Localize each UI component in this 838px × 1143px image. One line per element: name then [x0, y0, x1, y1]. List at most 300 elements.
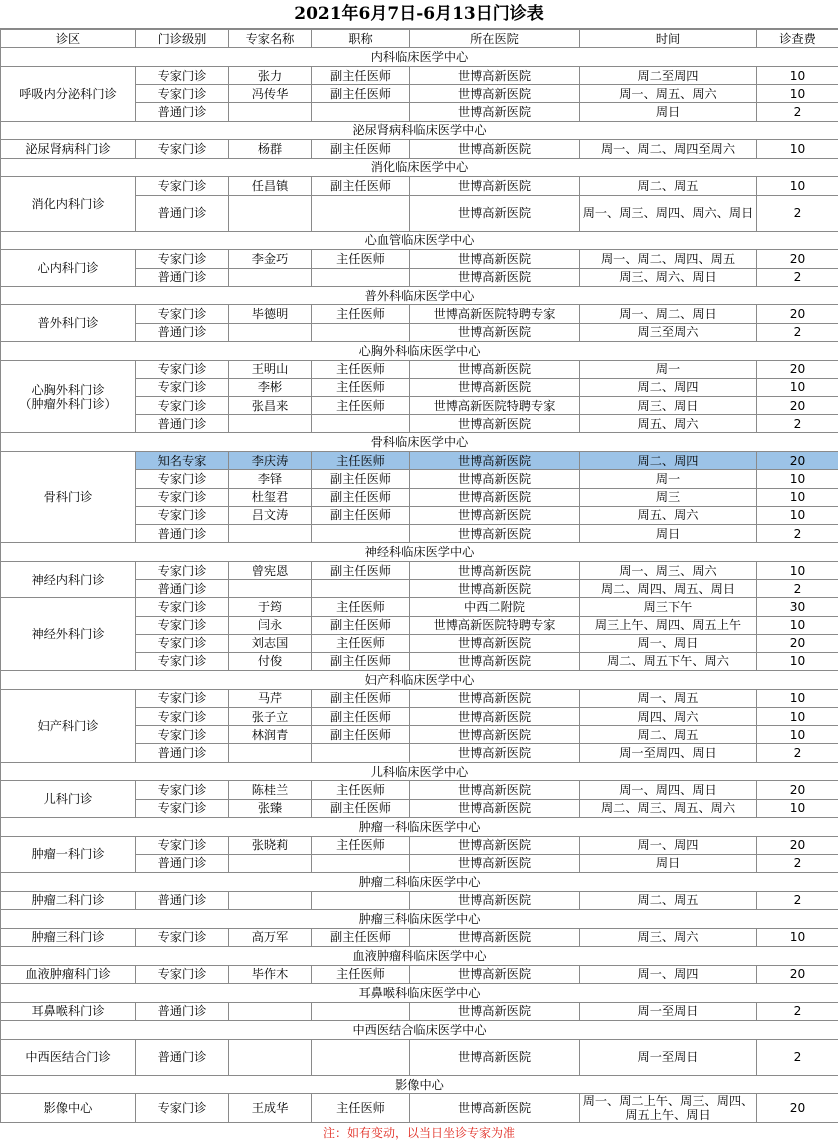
- hospital: 世博高新医院: [410, 524, 580, 542]
- clinic-level: 专家门诊: [136, 928, 229, 946]
- hospital: 世博高新医院: [410, 103, 580, 121]
- hospital: 世博高新医院: [410, 561, 580, 579]
- schedule-time: 周三、周六: [580, 928, 757, 946]
- fee: 20: [757, 634, 838, 652]
- schedule-time: 周二、周四: [580, 452, 757, 470]
- schedule-time: 周日: [580, 854, 757, 872]
- schedule-time: 周一至周四、周日: [580, 744, 757, 762]
- section-row: [1, 909, 838, 928]
- clinic-level: 普通门诊: [136, 524, 229, 542]
- expert-name: 马芹: [229, 689, 312, 707]
- schedule-time: 周三: [580, 488, 757, 506]
- expert-name: 张臻: [229, 799, 312, 817]
- schedule-time: 周一、周三、周六: [580, 561, 757, 579]
- hospital: 世博高新医院: [410, 836, 580, 854]
- expert-name: 刘志国: [229, 634, 312, 652]
- clinic-zone: 骨科门诊: [1, 452, 136, 543]
- expert-title: [312, 323, 410, 341]
- fee: 20: [757, 397, 838, 415]
- table-row: [1, 598, 838, 616]
- schedule-time: 周日: [580, 524, 757, 542]
- expert-title: 副主任医师: [312, 616, 410, 634]
- col-header-time: 时间: [580, 30, 757, 48]
- table-row: [1, 452, 838, 470]
- section-title: 影像中心: [1, 1075, 838, 1094]
- expert-name: [229, 744, 312, 762]
- schedule-time: 周一、周四: [580, 836, 757, 854]
- schedule-time: 周三、周日: [580, 397, 757, 415]
- fee: 10: [757, 652, 838, 670]
- section-row: [1, 762, 838, 781]
- clinic-level: 专家门诊: [136, 781, 229, 799]
- col-header-hospital: 所在医院: [410, 30, 580, 48]
- schedule-time: 周二至周四: [580, 66, 757, 84]
- table-row: [1, 360, 838, 378]
- expert-name: [229, 1002, 312, 1020]
- schedule-time: 周一、周二、周四、周五: [580, 250, 757, 268]
- section-row: [1, 872, 838, 891]
- expert-name: 曾宪恩: [229, 561, 312, 579]
- clinic-level: 普通门诊: [136, 1039, 229, 1075]
- hospital: 世博高新医院: [410, 689, 580, 707]
- expert-title: 副主任医师: [312, 689, 410, 707]
- clinic-level: 专家门诊: [136, 85, 229, 103]
- clinic-zone: 心胸外科门诊 （肿瘤外科门诊）: [1, 360, 136, 433]
- expert-name: 李彬: [229, 378, 312, 396]
- section-title: 普外科临床医学中心: [1, 286, 838, 305]
- section-row: [1, 817, 838, 836]
- expert-name: [229, 268, 312, 286]
- hospital: 世博高新医院: [410, 506, 580, 524]
- clinic-level: 专家门诊: [136, 177, 229, 195]
- schedule-time: 周一: [580, 360, 757, 378]
- section-title: 肿瘤三科临床医学中心: [1, 909, 838, 928]
- schedule-time: 周二、周五: [580, 726, 757, 744]
- schedule-time: 周二、周四: [580, 378, 757, 396]
- schedule-time: 周三下午: [580, 598, 757, 616]
- schedule-time: 周一至周日: [580, 1039, 757, 1075]
- fee: 10: [757, 506, 838, 524]
- expert-title: [312, 580, 410, 598]
- clinic-level: 知名专家: [136, 452, 229, 470]
- expert-title: [312, 524, 410, 542]
- clinic-level: 专家门诊: [136, 66, 229, 84]
- table-row: [1, 836, 838, 854]
- hospital: 世博高新医院: [410, 85, 580, 103]
- expert-title: 副主任医师: [312, 488, 410, 506]
- expert-title: 副主任医师: [312, 726, 410, 744]
- clinic-level: 专家门诊: [136, 378, 229, 396]
- expert-name: 冯传华: [229, 85, 312, 103]
- fee: 30: [757, 598, 838, 616]
- hospital: 世博高新医院: [410, 360, 580, 378]
- expert-title: 副主任医师: [312, 470, 410, 488]
- expert-name: 于筠: [229, 598, 312, 616]
- fee: 10: [757, 488, 838, 506]
- expert-name: 吕文涛: [229, 506, 312, 524]
- fee: 2: [757, 891, 838, 909]
- hospital: 世博高新医院: [410, 744, 580, 762]
- schedule-time: 周四、周六: [580, 708, 757, 726]
- clinic-level: 普通门诊: [136, 854, 229, 872]
- col-header-fee: 诊查费: [757, 30, 838, 48]
- section-title: 心胸外科临床医学中心: [1, 341, 838, 360]
- expert-title: [312, 195, 410, 231]
- expert-title: 主任医师: [312, 452, 410, 470]
- schedule-time: 周日: [580, 103, 757, 121]
- fee: 20: [757, 836, 838, 854]
- fee: 10: [757, 177, 838, 195]
- hospital: 世博高新医院: [410, 1094, 580, 1123]
- clinic-level: 普通门诊: [136, 323, 229, 341]
- section-row: [1, 341, 838, 360]
- expert-name: 张晓莉: [229, 836, 312, 854]
- clinic-zone: 耳鼻喉科门诊: [1, 1002, 136, 1020]
- section-row: [1, 1075, 838, 1094]
- section-title: 血液肿瘤科临床医学中心: [1, 946, 838, 965]
- fee: 2: [757, 195, 838, 231]
- expert-title: 副主任医师: [312, 140, 410, 158]
- hospital: 世博高新医院: [410, 470, 580, 488]
- clinic-level: 普通门诊: [136, 1002, 229, 1020]
- table-row: [1, 140, 838, 158]
- expert-name: 毕德明: [229, 305, 312, 323]
- expert-title: [312, 103, 410, 121]
- clinic-level: 普通门诊: [136, 268, 229, 286]
- section-title: 消化临床医学中心: [1, 158, 838, 177]
- expert-title: 主任医师: [312, 836, 410, 854]
- hospital: 世博高新医院: [410, 250, 580, 268]
- section-title: 心血管临床医学中心: [1, 231, 838, 250]
- schedule-time: 周三至周六: [580, 323, 757, 341]
- clinic-zone: 血液肿瘤科门诊: [1, 965, 136, 983]
- fee: 20: [757, 360, 838, 378]
- col-header-level: 门诊级别: [136, 30, 229, 48]
- fee: 10: [757, 66, 838, 84]
- expert-title: 主任医师: [312, 250, 410, 268]
- hospital: 世博高新医院: [410, 140, 580, 158]
- table-row: [1, 928, 838, 946]
- fee: 10: [757, 561, 838, 579]
- expert-title: 主任医师: [312, 360, 410, 378]
- expert-title: 副主任医师: [312, 177, 410, 195]
- table-row: [1, 965, 838, 983]
- expert-name: 李铎: [229, 470, 312, 488]
- section-title: 中西医结合临床医学中心: [1, 1020, 838, 1039]
- fee: 20: [757, 452, 838, 470]
- hospital: 世博高新医院: [410, 323, 580, 341]
- fee: 20: [757, 781, 838, 799]
- expert-title: 副主任医师: [312, 799, 410, 817]
- table-row: [1, 1002, 838, 1020]
- section-row: [1, 121, 838, 140]
- expert-name: [229, 891, 312, 909]
- clinic-zone: 儿科门诊: [1, 781, 136, 817]
- clinic-zone: 普外科门诊: [1, 305, 136, 341]
- hospital: 世博高新医院: [410, 854, 580, 872]
- fee: 10: [757, 85, 838, 103]
- hospital: 世博高新医院: [410, 1002, 580, 1020]
- expert-name: 付俊: [229, 652, 312, 670]
- expert-name: 闫永: [229, 616, 312, 634]
- table-row: [1, 891, 838, 909]
- expert-name: 陈桂兰: [229, 781, 312, 799]
- section-row: [1, 286, 838, 305]
- schedule-time: 周一、周二上午、周三、周四、周五上午、周日: [580, 1094, 757, 1123]
- clinic-zone: 心内科门诊: [1, 250, 136, 286]
- hospital: 世博高新医院: [410, 965, 580, 983]
- clinic-level: 专家门诊: [136, 397, 229, 415]
- clinic-schedule-table: [0, 29, 838, 1123]
- header-row: [1, 30, 838, 48]
- hospital: 世博高新医院: [410, 708, 580, 726]
- expert-name: [229, 195, 312, 231]
- fee: 20: [757, 965, 838, 983]
- clinic-level: 专家门诊: [136, 726, 229, 744]
- expert-title: 主任医师: [312, 598, 410, 616]
- clinic-level: 普通门诊: [136, 744, 229, 762]
- table-row: [1, 689, 838, 707]
- clinic-level: 专家门诊: [136, 360, 229, 378]
- hospital: 世博高新医院: [410, 268, 580, 286]
- fee: 10: [757, 140, 838, 158]
- fee: 20: [757, 305, 838, 323]
- col-header-zone: 诊区: [1, 30, 136, 48]
- expert-title: [312, 1039, 410, 1075]
- fee: 10: [757, 726, 838, 744]
- hospital: 世博高新医院特聘专家: [410, 305, 580, 323]
- clinic-zone: 神经内科门诊: [1, 561, 136, 597]
- expert-name: 任昌镇: [229, 177, 312, 195]
- page-title: 2021年6月7日-6月13日门诊表: [0, 0, 838, 29]
- expert-name: 毕作木: [229, 965, 312, 983]
- clinic-zone: 肿瘤三科门诊: [1, 928, 136, 946]
- expert-title: [312, 268, 410, 286]
- schedule-time: 周二、周五: [580, 891, 757, 909]
- fee: 2: [757, 744, 838, 762]
- expert-name: 王成华: [229, 1094, 312, 1123]
- expert-name: [229, 854, 312, 872]
- fee: 2: [757, 323, 838, 341]
- clinic-zone: 泌尿肾病科门诊: [1, 140, 136, 158]
- footer-note: 注：如有变动，以当日坐诊专家为准: [0, 1123, 838, 1143]
- table-row: [1, 177, 838, 195]
- hospital: 世博高新医院: [410, 799, 580, 817]
- clinic-zone: 肿瘤一科门诊: [1, 836, 136, 872]
- hospital: 世博高新医院: [410, 452, 580, 470]
- schedule-time: 周五、周六: [580, 506, 757, 524]
- table-row: [1, 66, 838, 84]
- col-header-title: 职称: [312, 30, 410, 48]
- fee: 2: [757, 268, 838, 286]
- clinic-zone: 妇产科门诊: [1, 689, 136, 762]
- clinic-level: 专家门诊: [136, 598, 229, 616]
- table-row: [1, 781, 838, 799]
- expert-name: 张力: [229, 66, 312, 84]
- schedule-time: 周一、周二、周四至周六: [580, 140, 757, 158]
- schedule-time: 周二、周五下午、周六: [580, 652, 757, 670]
- section-title: 神经科临床医学中心: [1, 543, 838, 562]
- expert-name: 杨群: [229, 140, 312, 158]
- schedule-time: 周一、周三、周四、周六、周日: [580, 195, 757, 231]
- clinic-level: 专家门诊: [136, 488, 229, 506]
- expert-name: [229, 580, 312, 598]
- schedule-time: 周五、周六: [580, 415, 757, 433]
- expert-title: 副主任医师: [312, 708, 410, 726]
- hospital: 世博高新医院: [410, 378, 580, 396]
- section-title: 肿瘤一科临床医学中心: [1, 817, 838, 836]
- fee: 2: [757, 415, 838, 433]
- expert-title: 主任医师: [312, 965, 410, 983]
- expert-title: 副主任医师: [312, 506, 410, 524]
- schedule-time: 周一、周五: [580, 689, 757, 707]
- clinic-zone: 中西医结合门诊: [1, 1039, 136, 1075]
- expert-title: 副主任医师: [312, 561, 410, 579]
- hospital: 世博高新医院: [410, 1039, 580, 1075]
- table-row: [1, 250, 838, 268]
- expert-name: 李庆涛: [229, 452, 312, 470]
- expert-title: [312, 1002, 410, 1020]
- expert-name: [229, 524, 312, 542]
- table-row: [1, 1094, 838, 1123]
- section-row: [1, 158, 838, 177]
- hospital: 世博高新医院: [410, 177, 580, 195]
- section-title: 肿瘤二科临床医学中心: [1, 872, 838, 891]
- fee: 2: [757, 1039, 838, 1075]
- clinic-level: 专家门诊: [136, 140, 229, 158]
- col-header-expert: 专家名称: [229, 30, 312, 48]
- section-row: [1, 48, 838, 67]
- expert-title: 副主任医师: [312, 652, 410, 670]
- section-row: [1, 671, 838, 690]
- expert-title: [312, 415, 410, 433]
- schedule-time: 周二、周三、周五、周六: [580, 799, 757, 817]
- fee: 2: [757, 580, 838, 598]
- section-title: 泌尿肾病科临床医学中心: [1, 121, 838, 140]
- expert-name: 王明山: [229, 360, 312, 378]
- expert-title: 副主任医师: [312, 928, 410, 946]
- table-row: [1, 561, 838, 579]
- expert-name: 高万军: [229, 928, 312, 946]
- hospital: 世博高新医院: [410, 195, 580, 231]
- expert-title: 副主任医师: [312, 66, 410, 84]
- hospital: 世博高新医院特聘专家: [410, 616, 580, 634]
- schedule-time: 周二、周四、周五、周日: [580, 580, 757, 598]
- schedule-time: 周一、周四: [580, 965, 757, 983]
- schedule-time: 周一: [580, 470, 757, 488]
- schedule-time: 周一、周二、周日: [580, 305, 757, 323]
- fee: 2: [757, 103, 838, 121]
- expert-title: 主任医师: [312, 305, 410, 323]
- clinic-level: 专家门诊: [136, 250, 229, 268]
- fee: 10: [757, 689, 838, 707]
- fee: 2: [757, 854, 838, 872]
- expert-name: 杜玺君: [229, 488, 312, 506]
- fee: 2: [757, 1002, 838, 1020]
- expert-name: [229, 415, 312, 433]
- schedule-time: 周一、周日: [580, 634, 757, 652]
- clinic-level: 专家门诊: [136, 470, 229, 488]
- hospital: 世博高新医院: [410, 781, 580, 799]
- clinic-level: 专家门诊: [136, 1094, 229, 1123]
- fee: 20: [757, 1094, 838, 1123]
- expert-title: [312, 891, 410, 909]
- clinic-level: 专家门诊: [136, 305, 229, 323]
- section-row: [1, 543, 838, 562]
- clinic-level: 普通门诊: [136, 103, 229, 121]
- hospital: 世博高新医院: [410, 415, 580, 433]
- expert-title: [312, 744, 410, 762]
- schedule-time: 周一至周日: [580, 1002, 757, 1020]
- expert-name: [229, 1039, 312, 1075]
- schedule-time: 周三上午、周四、周五上午: [580, 616, 757, 634]
- hospital: 世博高新医院: [410, 652, 580, 670]
- schedule-time: 周三、周六、周日: [580, 268, 757, 286]
- clinic-level: 专家门诊: [136, 616, 229, 634]
- clinic-level: 专家门诊: [136, 506, 229, 524]
- hospital: 世博高新医院: [410, 580, 580, 598]
- table-row: [1, 1039, 838, 1075]
- expert-name: 林润青: [229, 726, 312, 744]
- clinic-zone: 消化内科门诊: [1, 177, 136, 231]
- fee: 10: [757, 616, 838, 634]
- expert-name: 张子立: [229, 708, 312, 726]
- expert-title: [312, 854, 410, 872]
- section-row: [1, 433, 838, 452]
- clinic-level: 专家门诊: [136, 836, 229, 854]
- expert-title: 主任医师: [312, 397, 410, 415]
- expert-title: 主任医师: [312, 781, 410, 799]
- schedule-body: [1, 48, 838, 1123]
- expert-name: [229, 103, 312, 121]
- hospital: 中西二附院: [410, 598, 580, 616]
- hospital: 世博高新医院: [410, 66, 580, 84]
- fee: 10: [757, 378, 838, 396]
- clinic-level: 专家门诊: [136, 708, 229, 726]
- expert-title: 主任医师: [312, 1094, 410, 1123]
- hospital: 世博高新医院: [410, 726, 580, 744]
- expert-title: 主任医师: [312, 378, 410, 396]
- clinic-zone: 神经外科门诊: [1, 598, 136, 671]
- clinic-level: 专家门诊: [136, 689, 229, 707]
- expert-name: 张昌来: [229, 397, 312, 415]
- section-title: 妇产科临床医学中心: [1, 671, 838, 690]
- section-row: [1, 1020, 838, 1039]
- expert-name: 李金巧: [229, 250, 312, 268]
- clinic-level: 专家门诊: [136, 965, 229, 983]
- clinic-level: 普通门诊: [136, 891, 229, 909]
- clinic-level: 专家门诊: [136, 634, 229, 652]
- section-row: [1, 983, 838, 1002]
- expert-name: [229, 323, 312, 341]
- section-row: [1, 231, 838, 250]
- schedule-time: 周一、周四、周日: [580, 781, 757, 799]
- fee: 20: [757, 250, 838, 268]
- section-title: 儿科临床医学中心: [1, 762, 838, 781]
- hospital: 世博高新医院: [410, 488, 580, 506]
- fee: 10: [757, 799, 838, 817]
- section-title: 内科临床医学中心: [1, 48, 838, 67]
- hospital: 世博高新医院特聘专家: [410, 397, 580, 415]
- clinic-level: 专家门诊: [136, 561, 229, 579]
- schedule-time: 周一、周五、周六: [580, 85, 757, 103]
- fee: 10: [757, 708, 838, 726]
- section-title: 耳鼻喉科临床医学中心: [1, 983, 838, 1002]
- clinic-level: 专家门诊: [136, 652, 229, 670]
- section-title: 骨科临床医学中心: [1, 433, 838, 452]
- schedule-time: 周二、周五: [580, 177, 757, 195]
- fee: 10: [757, 928, 838, 946]
